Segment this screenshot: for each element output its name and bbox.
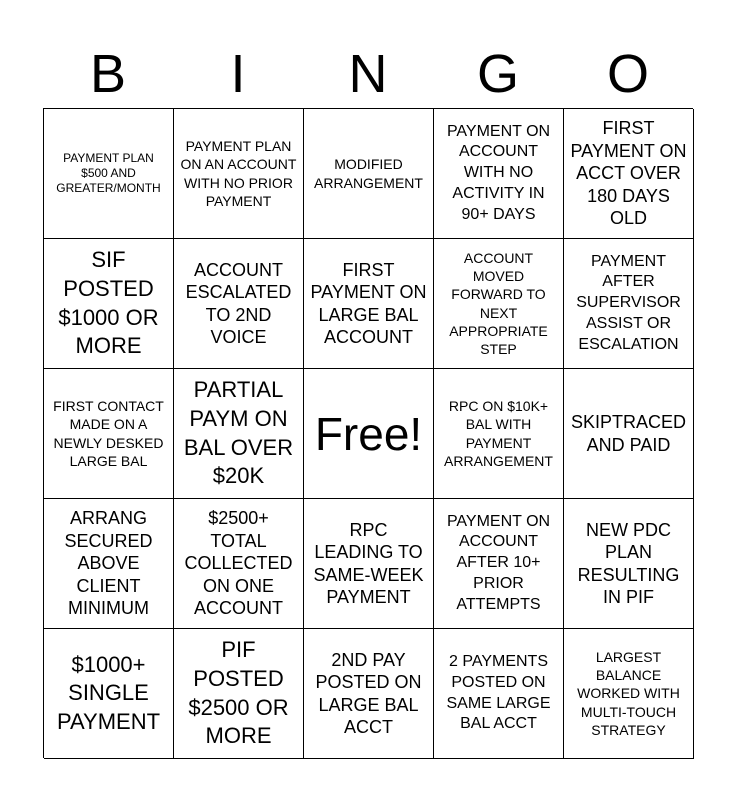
bingo-cell[interactable]: PAYMENT PLAN ON AN ACCOUNT WITH NO PRIOR PAYMENT (174, 109, 304, 239)
bingo-cell[interactable]: ARRANG SECURED ABOVE CLIENT MINIMUM (44, 499, 174, 629)
header-letter-n: N (348, 44, 388, 104)
bingo-cell[interactable]: FIRST PAYMENT ON ACCT OVER 180 DAYS OLD (564, 109, 694, 239)
bingo-cell[interactable]: MODIFIED ARRANGEMENT (304, 109, 434, 239)
bingo-cell[interactable]: NEW PDC PLAN RESULTING IN PIF (564, 499, 694, 629)
free-space-cell[interactable]: Free! (304, 369, 434, 499)
bingo-cell[interactable]: FIRST PAYMENT ON LARGE BAL ACCOUNT (304, 239, 434, 369)
header-letter-b: B (89, 44, 127, 104)
bingo-cell[interactable]: ACCOUNT MOVED FORWARD TO NEXT APPROPRIATE STEP (434, 239, 564, 369)
bingo-header (43, 40, 693, 108)
bingo-cell[interactable]: RPC LEADING TO SAME-WEEK PAYMENT (304, 499, 434, 629)
bingo-cell[interactable]: PAYMENT ON ACCOUNT AFTER 10+ PRIOR ATTEMPTS (434, 499, 564, 629)
bingo-board (43, 108, 693, 758)
bingo-cell[interactable]: PARTIAL PAYM ON BAL OVER $20K (174, 369, 304, 499)
bingo-cell[interactable]: LARGEST BALANCE WORKED WITH MULTI-TOUCH STRATEGY (564, 629, 694, 759)
header-letter-o: O (606, 44, 649, 104)
bingo-cell[interactable]: PAYMENT PLAN $500 AND GREATER/MONTH (44, 109, 174, 239)
bingo-cell[interactable]: PIF POSTED $2500 OR MORE (174, 629, 304, 759)
bingo-cell[interactable]: FIRST CONTACT MADE ON A NEWLY DESKED LARGE BAL (44, 369, 174, 499)
header-letter-i: I (230, 44, 246, 104)
bingo-cell[interactable]: SIF POSTED $1000 OR MORE (44, 239, 174, 369)
bingo-cell[interactable]: 2ND PAY POSTED ON LARGE BAL ACCT (304, 629, 434, 759)
bingo-cell[interactable]: SKIPTRACED AND PAID (564, 369, 694, 499)
bingo-cell[interactable]: RPC ON $10K+ BAL WITH PAYMENT ARRANGEMENT (434, 369, 564, 499)
bingo-cell[interactable]: 2 PAYMENTS POSTED ON SAME LARGE BAL ACCT (434, 629, 564, 759)
bingo-cell[interactable]: PAYMENT ON ACCOUNT WITH NO ACTIVITY IN 90+ DAYS (434, 109, 564, 239)
header-letter-g: G (476, 44, 519, 104)
bingo-cell[interactable]: ACCOUNT ESCALATED TO 2ND VOICE (174, 239, 304, 369)
bingo-cell[interactable]: $2500+ TOTAL COLLECTED ON ONE ACCOUNT (174, 499, 304, 629)
bingo-cell[interactable]: PAYMENT AFTER SUPERVISOR ASSIST OR ESCALATION (564, 239, 694, 369)
bingo-cell[interactable]: $1000+ SINGLE PAYMENT (44, 629, 174, 759)
